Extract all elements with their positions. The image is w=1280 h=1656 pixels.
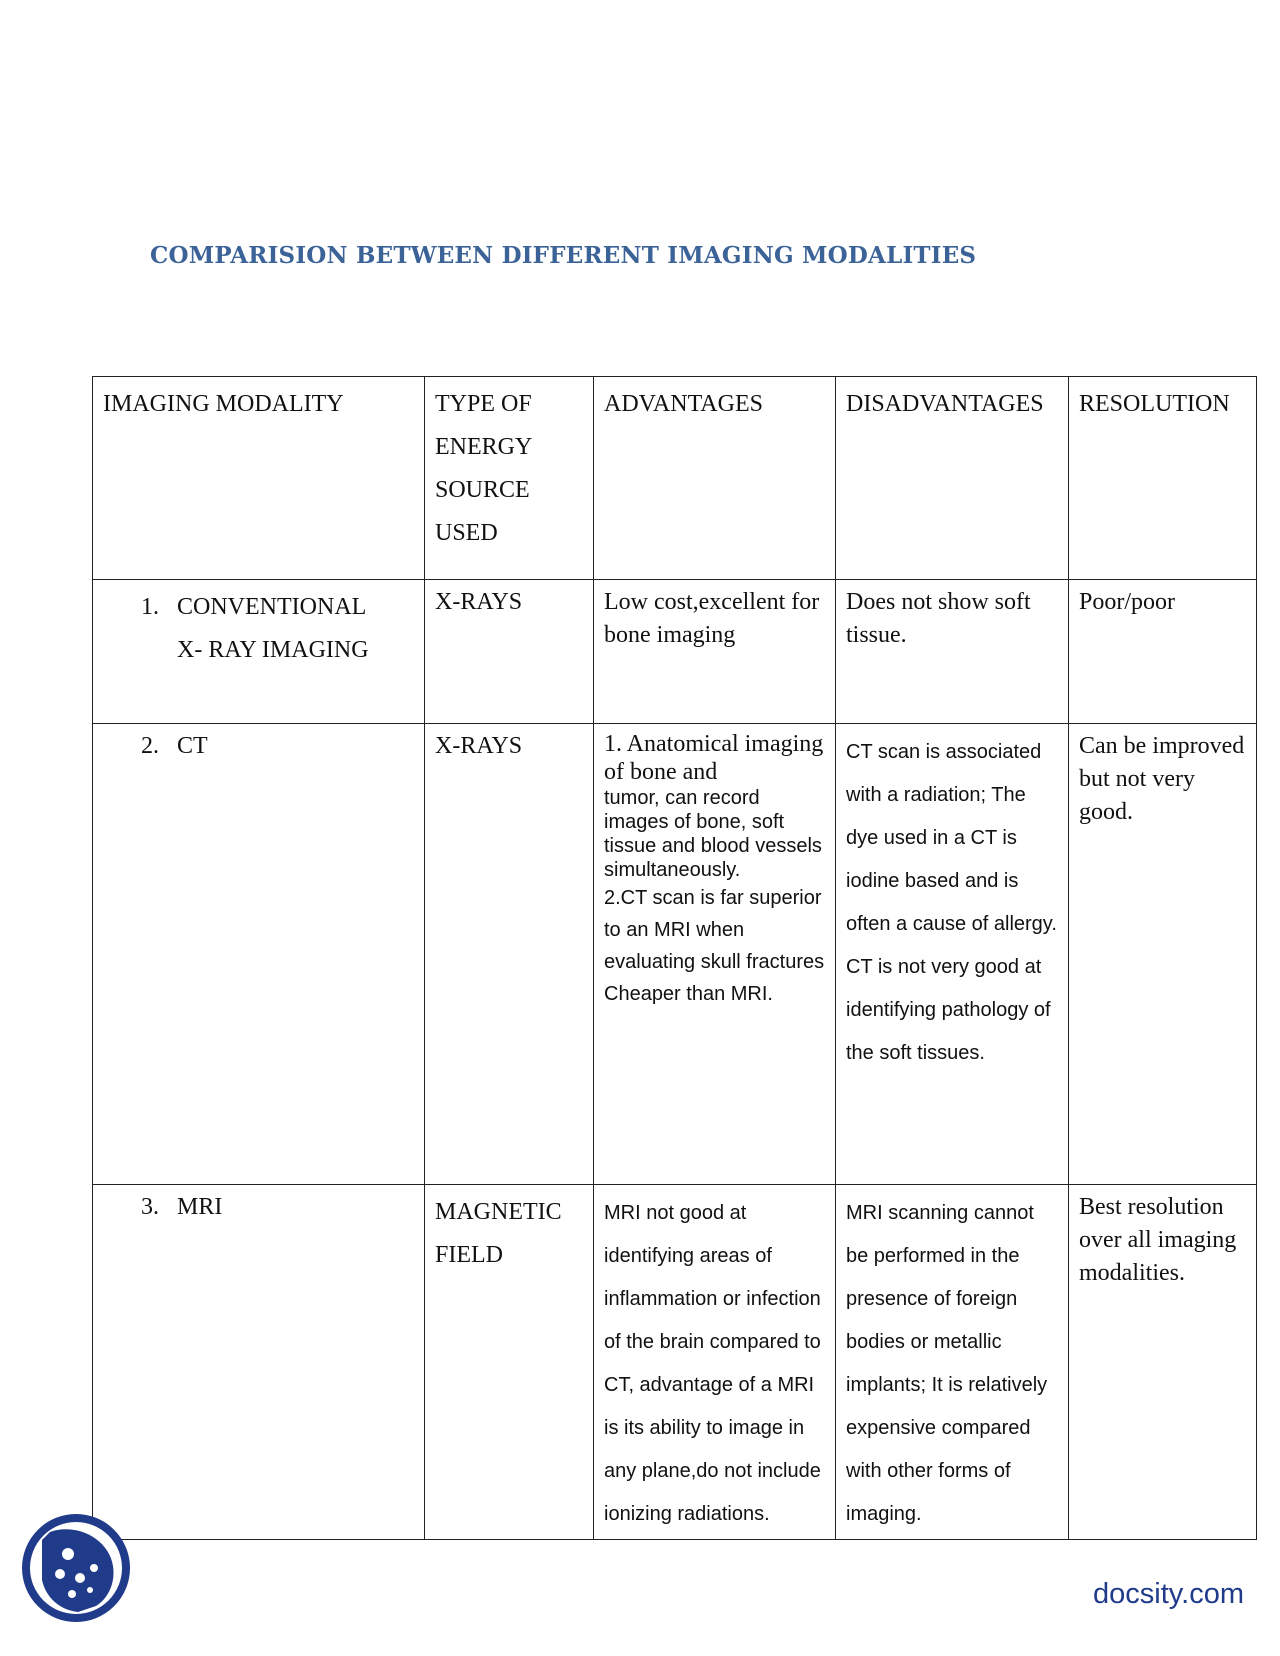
table-header-row [93,377,1257,580]
header-imaging-modality: IMAGING MODALITY [93,377,425,580]
header-disadvantages: DISADVANTAGES [836,377,1069,580]
resolution-cell: Best resolution over all imaging modalities. [1069,1185,1257,1540]
docsity-logo-icon [20,1512,132,1624]
energy-cell: X-RAYS [425,580,594,724]
disadvantages-cell: Does not show soft tissue. [836,580,1069,724]
header-energy-source: TYPE OF ENERGY SOURCE USED [425,377,594,580]
disadvantages-cell: CT scan is associated with a radiation; The dye used in a CT is iodine based and is often a cause of allergy. CT is not very good at identifying pathology of the soft tissues. [836,724,1069,1185]
advantages-cell: Low cost,excellent for bone imaging [594,580,836,724]
table-row [93,1185,1257,1540]
advantages-cell: MRI not good at identifying areas of inflammation or infection of the brain compared to CT, advantage of a MRI is its ability to image in any plane,do not include ionizing radiations. [594,1185,836,1540]
advantages-cell: 1. Anatomical imaging of bone and tumor, can record images of bone, soft tissue and blood vessels simultaneously. 2.CT scan is far superior to an MRI when evaluating skull fractures Cheaper than MRI. [594,724,836,1185]
table-row [93,580,1257,724]
resolution-cell: Can be improved but not very good. [1069,724,1257,1185]
comparison-table [92,376,1257,1540]
modality-cell: 3. MRI [93,1185,425,1540]
table-row [93,724,1257,1185]
header-resolution: RESOLUTION [1069,377,1257,580]
modality-cell: 1. CONVENTIONAL X- RAY IMAGING [93,580,425,724]
document-title: COMPARISION BETWEEN DIFFERENT IMAGING MODALITIES [150,242,977,269]
modality-cell: 2. CT [93,724,425,1185]
energy-cell: X-RAYS [425,724,594,1185]
header-advantages: ADVANTAGES [594,377,836,580]
energy-cell: MAGNETIC FIELD [425,1185,594,1540]
disadvantages-cell: MRI scanning cannot be performed in the presence of foreign bodies or metallic implants; It is relatively expensive compared with other forms of imaging. [836,1185,1069,1540]
docsity-brand-link[interactable]: docsity.com [1093,1578,1244,1610]
resolution-cell: Poor/poor [1069,580,1257,724]
